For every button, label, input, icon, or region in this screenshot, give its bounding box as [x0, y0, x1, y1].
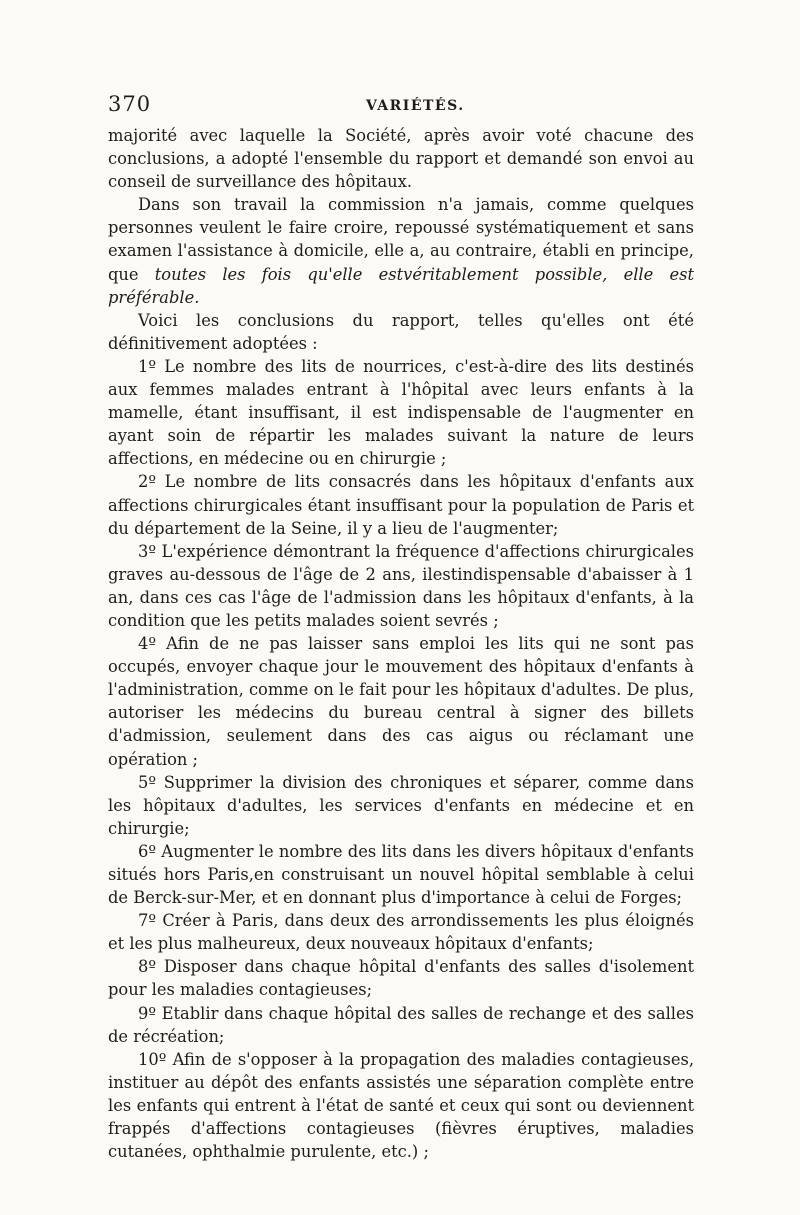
document-page: [108, 92, 694, 1163]
conclusion-item: 6º Augmenter le nombre des lits dans les divers hôpitaux d'enfants situés hors Paris,en construisant un nouvel hôpital semblable à celui de Berck-sur-Mer, et en donnant plus d'importance à celui de Forges;: [108, 841, 694, 908]
conclusion-item: 3º L'expérience démontrant la fréquence d'affections chirurgicales graves au-dessous de l'âge de 2 ans, ilestindispensable d'abaisser à 1 an, dans ces cas l'âge de l'admission dans les hôpitaux d'enfants, à la condition que les petits malades soient sevrés ;: [108, 541, 694, 630]
page-header: [108, 92, 694, 122]
conclusion-item: 10º Afin de s'opposer à la propagation des maladies contagieuses, instituer au dépôt des enfants assistés une séparation complète entre les enfants qui entrent à l'état de santé et ceux qui sont ou deviennent frappés d'affections contagieuses (fièvres éruptives, maladies cutanées, ophthalmie purulente, etc.) ;: [108, 1049, 694, 1162]
conclusion-item: 4º Afin de ne pas laisser sans emploi les lits qui ne sont pas occupés, envoyer chaque jour le mouvement des hôpitaux d'enfants à l'administration, comme on le fait pour les hôpitaux d'adultes. De plus, autoriser les médecins du bureau central à signer des billets d'admission, seulement dans des cas aigus ou réclamant une opération ;: [108, 634, 694, 769]
running-head: VARIÉTÉS.: [366, 98, 465, 114]
paragraph-commission: [108, 193, 694, 308]
conclusion-item: 1º Le nombre des lits de nourrices, c'est-à-dire des lits destinés aux femmes malades entrant à l'hôpital avec leurs enfants à la mamelle, étant insuffisant, il est indispensable de l'augmenter en ayant soin de répartir les malades suivant la nature de leurs affections, en médecine ou en chirurgie ;: [108, 356, 694, 469]
conclusion-item: 7º Créer à Paris, dans deux des arrondissements les plus éloignés et les plus malheureux, deux nouveaux hôpitaux d'enfants;: [108, 911, 694, 954]
page-number: 370: [108, 92, 152, 116]
paragraph-continuation: majorité avec laquelle la Société, après avoir voté chacune des conclusions, a adopté l'ensemble du rapport et demandé son envoi au conseil de surveillance des hôpitaux.: [108, 126, 694, 192]
conclusion-item: 5º Supprimer la division des chroniques et séparer, comme dans les hôpitaux d'adultes, les services d'enfants en médecine et en chirurgie;: [108, 772, 694, 838]
paragraph-commission-text: Dans son travail la commission n'a jamais, comme quelques personnes veulent le faire croire, repoussé systématiquement et sans examen l'assistance à domicile, elle a, au contraire, établi en principe, que: [108, 195, 694, 284]
conclusion-item: 9º Etablir dans chaque hôpital des salles de rechange et des salles de récréation;: [108, 1003, 694, 1046]
conclusion-item: 8º Disposer dans chaque hôpital d'enfants des salles d'isolement pour les maladies contagieuses;: [108, 957, 694, 1000]
paragraph-conclusions-intro: Voici les conclusions du rapport, telles qu'elles ont été définitivement adoptées :: [108, 310, 694, 353]
body-text: [108, 124, 694, 1163]
conclusion-item: 2º Le nombre de lits consacrés dans les hôpitaux d'enfants aux affections chirurgicales étant insuffisant pour la population de Paris et du département de la Seine, il y a lieu de l'augmenter;: [108, 472, 694, 538]
emphasized-principle: toutes les fois qu'elle estvéritablement possible, elle est préférable.: [108, 264, 694, 307]
